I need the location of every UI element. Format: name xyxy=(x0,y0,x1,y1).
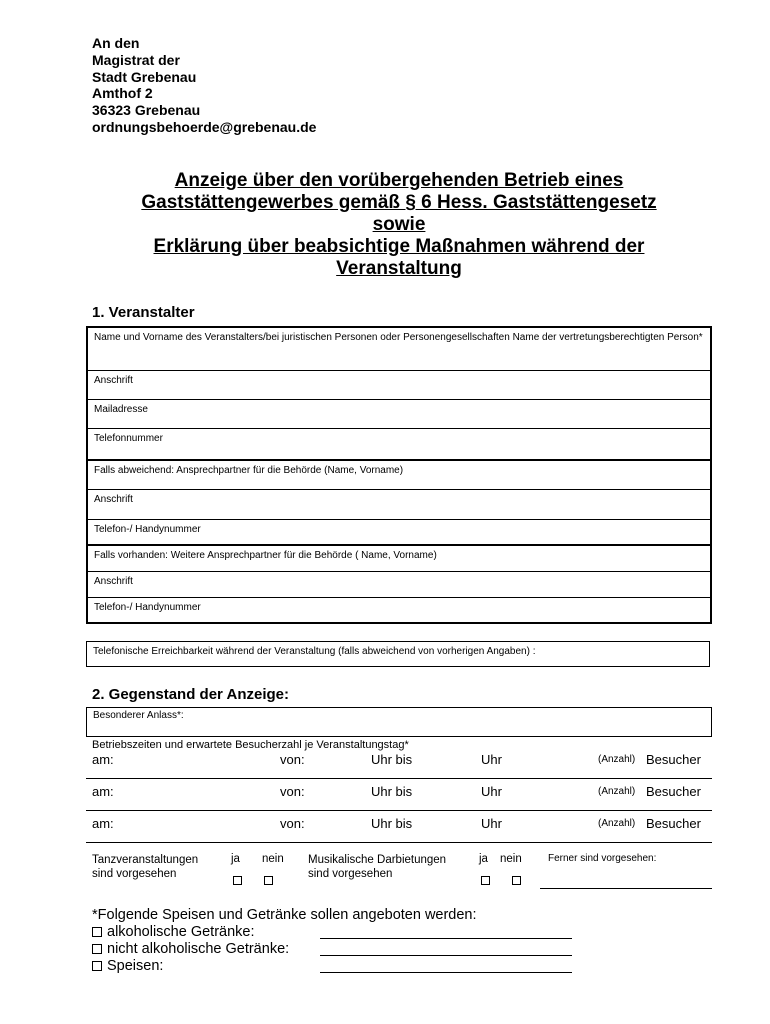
occasion-field[interactable] xyxy=(86,707,712,737)
contact-address-field[interactable] xyxy=(88,489,710,519)
field-label: Anschrift xyxy=(94,576,133,587)
uhr-label: Uhr xyxy=(481,816,502,831)
organizer-mail-field[interactable] xyxy=(88,399,710,428)
further-planned-label: Ferner sind vorgesehen: xyxy=(548,853,657,864)
dance-nein-checkbox[interactable] xyxy=(264,876,273,885)
address-email: ordnungsbehoerde@grebenau.de xyxy=(92,118,317,135)
row-divider xyxy=(86,842,712,843)
organizer-address-field[interactable] xyxy=(88,370,710,399)
hours-row[interactable] xyxy=(86,816,712,844)
besucher-label: Besucher xyxy=(646,816,701,831)
von-label: von: xyxy=(280,816,305,831)
music-label-line: sind vorgesehen xyxy=(308,868,393,880)
hours-label: Betriebszeiten und erwartete Besucherzahl je Veranstaltungstag* xyxy=(92,739,409,751)
organizer-name-label: Name und Vorname des Veranstalters/bei juristischen Personen oder Personengesellschaften Name der vertretungsberechtigten Person* xyxy=(94,332,703,343)
row-divider xyxy=(86,778,712,779)
uhr-label: Uhr xyxy=(481,752,502,767)
field-label: Telefonische Erreichbarkeit während der Veranstaltung (falls abweichend von vorherigen Angaben) : xyxy=(93,646,536,657)
address-line: Magistrat der xyxy=(92,51,180,68)
field-label: Mailadresse xyxy=(94,404,148,415)
contact-name-field[interactable] xyxy=(88,459,710,489)
dance-nein-label: nein xyxy=(262,853,284,865)
nonalcohol-checkbox[interactable] xyxy=(92,944,102,954)
field-label: Besonderer Anlass*: xyxy=(93,710,184,721)
field-label: Falls vorhanden: Weitere Ansprechpartner für die Behörde ( Name, Vorname) xyxy=(94,550,437,561)
field-label: Telefonnummer xyxy=(94,433,163,444)
hours-row[interactable] xyxy=(86,752,712,780)
meals-checkbox[interactable] xyxy=(92,961,102,971)
field-label: Anschrift xyxy=(94,494,133,505)
title-line: Veranstaltung xyxy=(336,258,462,279)
title-line: Anzeige über den vorübergehenden Betrieb eines xyxy=(174,170,624,191)
am-label: am: xyxy=(92,752,114,767)
von-label: von: xyxy=(280,752,305,767)
anzahl-label: (Anzahl) xyxy=(598,754,636,765)
title-line: Erklärung über beabsichtige Maßnahmen während der xyxy=(153,236,645,257)
uhr-bis-label: Uhr bis xyxy=(371,784,413,799)
reachability-field[interactable] xyxy=(86,641,710,667)
organizer-phone-field[interactable] xyxy=(88,428,710,460)
dance-label-line: Tanzveranstaltungen xyxy=(92,854,199,866)
organizer-box xyxy=(86,326,712,624)
section1-heading: 1. Veranstalter xyxy=(92,304,195,321)
alcohol-input[interactable] xyxy=(320,938,572,939)
organizer-name-field[interactable] xyxy=(88,328,710,372)
dance-label-line: sind vorgesehen xyxy=(92,868,177,880)
anzahl-label: (Anzahl) xyxy=(598,786,636,797)
music-ja-label: ja xyxy=(479,853,488,865)
am-label: am: xyxy=(92,816,114,831)
hours-row[interactable] xyxy=(86,784,712,812)
title-line: sowie xyxy=(372,214,426,235)
nonalcohol-label: nicht alkoholische Getränke: xyxy=(107,941,290,957)
address-line: Stadt Grebenau xyxy=(92,68,197,85)
field-label: Falls abweichend: Ansprechpartner für die Behörde (Name, Vorname) xyxy=(94,465,404,476)
music-nein-label: nein xyxy=(500,853,522,865)
music-nein-checkbox[interactable] xyxy=(512,876,521,885)
document-title xyxy=(92,170,706,280)
food-intro: *Folgende Speisen und Getränke sollen angeboten werden: xyxy=(92,907,477,923)
field-label: Telefon-/ Handynummer xyxy=(94,602,201,613)
meals-input[interactable] xyxy=(320,972,572,973)
uhr-bis-label: Uhr bis xyxy=(371,816,413,831)
music-label xyxy=(308,853,446,881)
besucher-label: Besucher xyxy=(646,752,701,767)
nonalcohol-input[interactable] xyxy=(320,955,572,956)
contact-phone-field[interactable] xyxy=(88,519,710,545)
address-line: An den xyxy=(92,35,140,51)
food-section xyxy=(92,906,477,974)
title-line: Gaststättengewerbes gemäß § 6 Hess. Gaststättengesetz xyxy=(141,192,657,213)
music-label-line: Musikalische Darbietungen xyxy=(308,854,447,866)
dance-label xyxy=(92,853,198,881)
address-line: Amthof 2 xyxy=(92,85,153,102)
alcohol-checkbox[interactable] xyxy=(92,927,102,937)
further-planned-input[interactable] xyxy=(540,888,712,889)
meals-label: Speisen: xyxy=(107,958,164,974)
uhr-bis-label: Uhr bis xyxy=(371,752,413,767)
dance-ja-label: ja xyxy=(231,853,240,865)
further-contact-address-field[interactable] xyxy=(88,571,710,597)
address-line: 36323 Grebenau xyxy=(92,102,201,119)
further-contact-name-field[interactable] xyxy=(88,544,710,571)
further-contact-phone-field[interactable] xyxy=(88,597,710,624)
field-label: Anschrift xyxy=(94,375,133,386)
field-label: Telefon-/ Handynummer xyxy=(94,524,201,535)
dance-ja-checkbox[interactable] xyxy=(233,876,242,885)
anzahl-label: (Anzahl) xyxy=(598,818,636,829)
recipient-address xyxy=(92,35,316,136)
music-ja-checkbox[interactable] xyxy=(481,876,490,885)
row-divider xyxy=(86,810,712,811)
section2-heading: 2. Gegenstand der Anzeige: xyxy=(92,686,289,703)
von-label: von: xyxy=(280,784,305,799)
besucher-label: Besucher xyxy=(646,784,701,799)
uhr-label: Uhr xyxy=(481,784,502,799)
alcohol-label: alkoholische Getränke: xyxy=(107,924,255,940)
am-label: am: xyxy=(92,784,114,799)
